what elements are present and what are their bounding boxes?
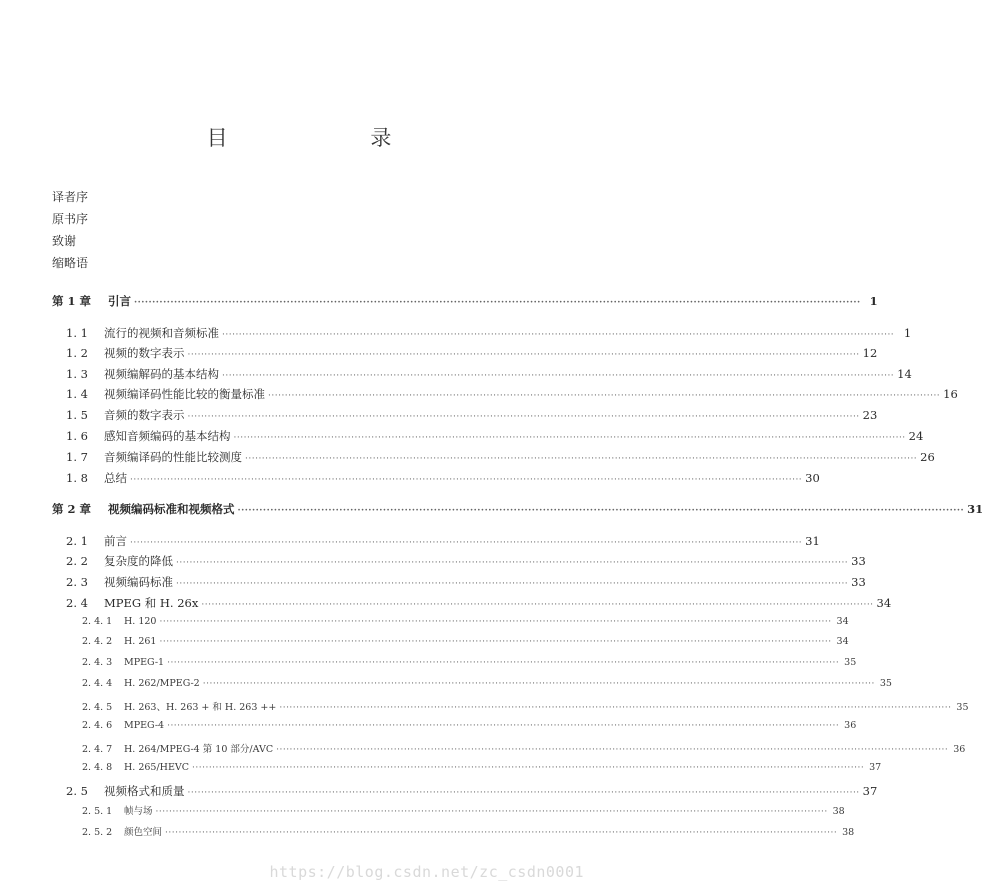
toc-entry-title: 总结 — [104, 471, 127, 485]
toc-page-number: 36 — [844, 720, 857, 731]
toc-chapter-entry — [52, 293, 878, 309]
front-matter-item: 致谢 — [52, 234, 77, 248]
toc-entry-number: 1. 6 — [66, 429, 88, 443]
toc-entry-number: 2. 4. 2 — [82, 636, 113, 647]
toc-page-number: 35 — [956, 702, 969, 713]
toc-page-number: 30 — [805, 471, 820, 485]
toc-entry-number: 2. 5 — [66, 784, 88, 798]
toc-entry-title: 视频格式和质量 — [104, 784, 185, 798]
toc-section-entry — [66, 553, 866, 569]
toc-section-entry — [66, 470, 820, 486]
toc-subsection-entry — [82, 741, 966, 755]
toc-leader-dots: ········································································································································································································ — [222, 371, 895, 381]
toc-entry-number: 2. 3 — [66, 575, 88, 589]
toc-subsection-entry — [82, 824, 855, 838]
toc-leader-dots: ········································································································································································································ — [176, 579, 849, 589]
toc-entry-number: 2. 2 — [66, 554, 88, 568]
toc-leader-dots: ········································································································································································································ — [187, 788, 860, 798]
toc-page-number: 38 — [842, 827, 855, 838]
toc-leader-dots: ········································································································································································································ — [155, 807, 828, 817]
toc-leader-dots: ········································································································································································································ — [167, 721, 840, 731]
toc-leader-dots: ········································································································································································································ — [167, 658, 840, 668]
toc-section-entry — [66, 428, 924, 444]
toc-leader-dots: ········································································································································································································ — [130, 475, 803, 485]
toc-entry-title: 流行的视频和音频标准 — [104, 326, 219, 340]
toc-page-number: 35 — [844, 657, 857, 668]
toc-entry-title: H. 262/MPEG-2 — [124, 678, 200, 689]
toc-page-number: 14 — [897, 367, 912, 381]
toc-leader-dots: ········································································································································································································ — [187, 350, 860, 360]
toc-entry-title: 视频的数字表示 — [104, 346, 185, 360]
front-matter-item: 缩略语 — [52, 256, 89, 270]
toc-entry-title: 音频的数字表示 — [104, 408, 185, 422]
toc-entry-number: 2. 5. 2 — [82, 827, 113, 838]
toc-entry-title: MPEG-1 — [124, 657, 165, 668]
toc-subsection-entry — [82, 720, 857, 731]
toc-subsection-entry — [82, 616, 849, 627]
toc-page-number: 23 — [862, 408, 878, 422]
toc-page-number: 34 — [836, 636, 849, 647]
toc-entry-number: 2. 4. 5 — [82, 702, 113, 713]
toc-leader-dots: ········································································································································································································ — [159, 617, 832, 627]
toc-page-number: 34 — [836, 616, 849, 627]
toc-section-entry — [66, 533, 820, 549]
toc-entry-title: 视频编解码的基本结构 — [104, 367, 219, 381]
toc-page-number: 16 — [943, 387, 958, 401]
toc-entry-title: 音频编译码的性能比较测度 — [104, 450, 242, 464]
toc-leader-dots: ········································································································································································································ — [187, 412, 860, 422]
toc-section-entry — [66, 574, 866, 590]
watermark-url: https://blog.csdn.net/zc_csdn0001 — [269, 863, 584, 881]
toc-page-number: 37 — [869, 762, 882, 773]
toc-subsection-entry — [82, 657, 857, 668]
toc-entry-title: 帧与场 — [124, 806, 153, 817]
toc-entry-number: 第 2 章 — [52, 502, 92, 516]
toc-page-number: 35 — [879, 678, 892, 689]
toc-entry-number: 2. 4. 6 — [82, 720, 113, 731]
toc-section-entry — [66, 595, 892, 611]
toc-section-entry — [66, 366, 912, 382]
toc-entry-number: 2. 4. 7 — [82, 744, 113, 755]
toc-page-number: 1 — [903, 326, 912, 340]
toc-section-entry — [66, 345, 878, 361]
toc-section-entry — [66, 386, 958, 402]
toc-subsection-entry — [82, 762, 882, 773]
toc-leader-dots: ········································································································································································································ — [222, 330, 895, 340]
toc-entry-title: H. 261 — [124, 636, 157, 647]
toc-leader-dots: ········································································································································································································ — [276, 745, 949, 755]
toc-leader-dots: ········································································································································································································ — [165, 828, 838, 838]
toc-page-number: 37 — [862, 784, 878, 798]
toc-entry-number: 1. 7 — [66, 450, 88, 464]
toc-entry-title: H. 265/HEVC — [124, 762, 190, 773]
front-matter-item: 原书序 — [52, 212, 89, 226]
toc-entry-title: H. 264/MPEG-4 第 10 部分/AVC — [124, 744, 274, 755]
front-matter-item: 译者序 — [52, 190, 89, 204]
toc-subsection-entry — [82, 699, 969, 713]
toc-leader-dots: ········································································································································································································ — [202, 679, 875, 689]
toc-entry-number: 1. 5 — [66, 408, 88, 422]
toc-leader-dots: ········································································································································································································ — [279, 703, 952, 713]
toc-subsection-entry — [82, 678, 892, 689]
toc-entry-number: 1. 8 — [66, 471, 88, 485]
toc-leader-dots: ········································································································································································································ — [176, 558, 849, 568]
toc-entry-number: 2. 4. 3 — [82, 657, 113, 668]
toc-entry-title: 前言 — [104, 534, 127, 548]
toc-leader-dots: ········································································································································································································ — [268, 391, 941, 401]
toc-page-number: 38 — [832, 806, 845, 817]
toc-page-number: 1 — [869, 294, 878, 308]
toc-leader-dots: ········································································································································································································ — [201, 600, 874, 610]
toc-section-entry — [66, 783, 878, 799]
toc-section-entry — [66, 407, 878, 423]
toc-entry-title: 视频编译码性能比较的衡量标准 — [104, 387, 265, 401]
toc-section-entry — [66, 449, 935, 465]
toc-page-number: 26 — [920, 450, 935, 464]
toc-entry-title: 引言 — [108, 294, 131, 308]
toc-entry-title: 视频编码标准 — [104, 575, 173, 589]
toc-entry-title: H. 120 — [124, 616, 157, 627]
toc-entry-title: MPEG-4 — [124, 720, 165, 731]
toc-page-number: 33 — [851, 575, 866, 589]
toc-leader-dots: ········································································································································································································ — [159, 637, 832, 647]
toc-page-number: 36 — [953, 744, 966, 755]
toc-subsection-entry — [82, 803, 845, 817]
toc-entry-number: 2. 5. 1 — [82, 806, 113, 817]
toc-entry-number: 第 1 章 — [52, 294, 92, 308]
toc-page-number: 12 — [862, 346, 878, 360]
toc-entry-number: 2. 4. 1 — [82, 616, 113, 627]
toc-page-number: 33 — [851, 554, 866, 568]
toc-entry-title: 颜色空间 — [124, 827, 163, 838]
toc-entry-title: H. 263、H. 263 + 和 H. 263 ++ — [124, 702, 277, 713]
toc-leader-dots: ········································································································································································································ — [192, 763, 865, 773]
toc-chapter-entry — [52, 501, 983, 517]
toc-subsection-entry — [82, 636, 849, 647]
toc-entry-number: 1. 1 — [66, 326, 88, 340]
page-title: 目 录 — [206, 126, 460, 150]
toc-page-number: 34 — [876, 596, 892, 610]
toc-page-number: 24 — [908, 429, 924, 443]
toc-entry-title: 视频编码标准和视频格式 — [108, 502, 235, 516]
toc-section-entry — [66, 325, 912, 341]
toc-entry-number: 2. 4. 4 — [82, 678, 113, 689]
toc-entry-title: 复杂度的降低 — [104, 554, 173, 568]
toc-page-number: 31 — [967, 502, 983, 516]
toc-leader-dots: ········································································································································································································ — [245, 454, 918, 464]
toc-entry-number: 2. 1 — [66, 534, 88, 548]
toc-page-number: 31 — [805, 534, 820, 548]
toc-leader-dots: ········································································································································································································ — [237, 506, 965, 516]
toc-entry-title: 感知音频编码的基本结构 — [104, 429, 231, 443]
toc-leader-dots: ········································································································································································································ — [134, 298, 861, 308]
toc-entry-number: 2. 4. 8 — [82, 762, 113, 773]
toc-entry-number: 2. 4 — [66, 596, 88, 610]
toc-entry-number: 1. 4 — [66, 387, 88, 401]
toc-entry-number: 1. 2 — [66, 346, 88, 360]
toc-entry-title: MPEG 和 H. 26x — [104, 596, 199, 610]
toc-entry-number: 1. 3 — [66, 367, 88, 381]
toc-leader-dots: ········································································································································································································ — [233, 433, 906, 443]
toc-leader-dots: ········································································································································································································ — [130, 538, 803, 548]
